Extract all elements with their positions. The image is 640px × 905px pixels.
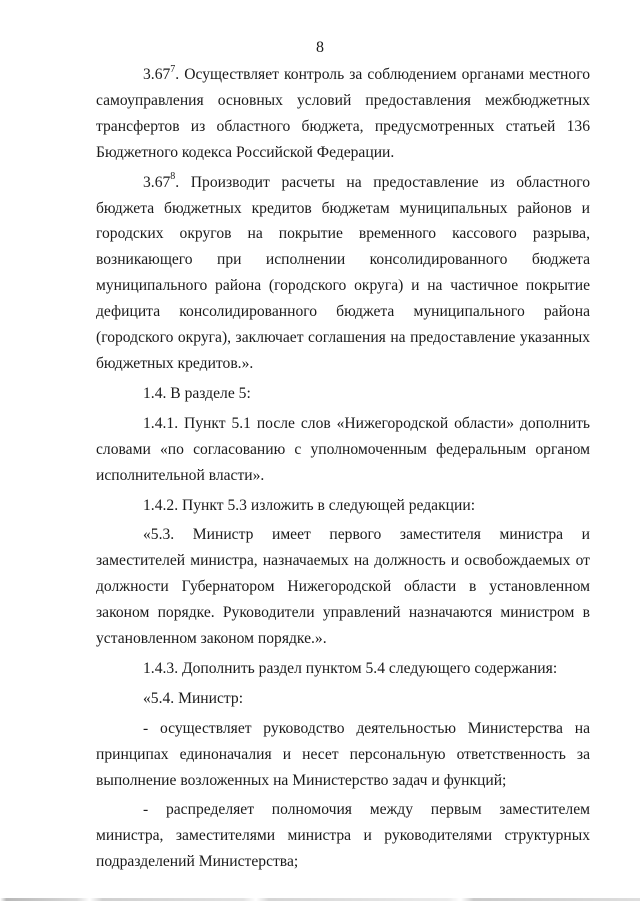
clause-superscript: 7 — [170, 63, 176, 75]
document-body — [96, 62, 590, 879]
paragraph-5-3-quote: «5.3. Министр имеет первого заместителя министра и заместителей министра, назначаемых на должность и освобождаемых от должности Губернатором Нижегородской области в установленном законом порядке. Руководители управлений назначаются министром в установленном законом порядке.». — [96, 526, 590, 648]
clause-superscript: 8 — [170, 171, 176, 183]
clause-number: 3.67 — [143, 66, 171, 83]
paragraph-text: . Производит расчеты на предоставление из областного бюджета бюджетных кредитов бюджетам муниципальных районов и городских округов на покрытие временного кассового разрыва, возникающего при исполнении консолидированного бюджета муниципального района (городского округа) и на частичное покрытие дефицита консолидированного бюджета муниципального района (городского округа), заключает соглашения на предоставление указанных бюджетных кредитов.». — [96, 173, 590, 372]
list-item-leadership: - осуществляет руководство деятельностью Министерства на принципах единоначалия и несет персональную ответственность за выполнение возложенных на Министерство задач и функций; — [96, 719, 590, 789]
paragraph-5-4-heading: «5.4. Министр: — [143, 689, 244, 707]
clause-number: 3.67 — [143, 173, 171, 191]
list-item-distribution: - распределяет полномочия между первым заместителем министра, заместителями министра и руководителями структурных подразделений Министерства; — [96, 801, 590, 871]
paragraph-1-4-3: 1.4.3. Дополнить раздел пунктом 5.4 следующего содержания: — [143, 659, 558, 677]
paragraph-1-4: 1.4. В разделе 5: — [143, 384, 251, 402]
scan-edge-artifact — [0, 898, 640, 901]
paragraph-1-4-2: 1.4.2. Пункт 5.3 изложить в следующей редакции: — [143, 496, 476, 514]
page-number: 8 — [316, 39, 324, 56]
paragraph-1-4-1: 1.4.1. Пункт 5.1 после слов «Нижегородской области» дополнить словами «по согласованию с уполномоченным федеральным органом исполнительной власти». — [96, 414, 590, 484]
paragraph-3-67-8 — [96, 170, 590, 377]
paragraph-3-67-7 — [96, 62, 590, 166]
paragraph-text: . Осуществляет контроль за соблюдением органами местного самоуправления основных условий предоставления межбюджетных трансфертов из областного бюджета, предусмотренных статьей 136 Бюджетного кодекса Российской Федерации. — [96, 66, 590, 161]
